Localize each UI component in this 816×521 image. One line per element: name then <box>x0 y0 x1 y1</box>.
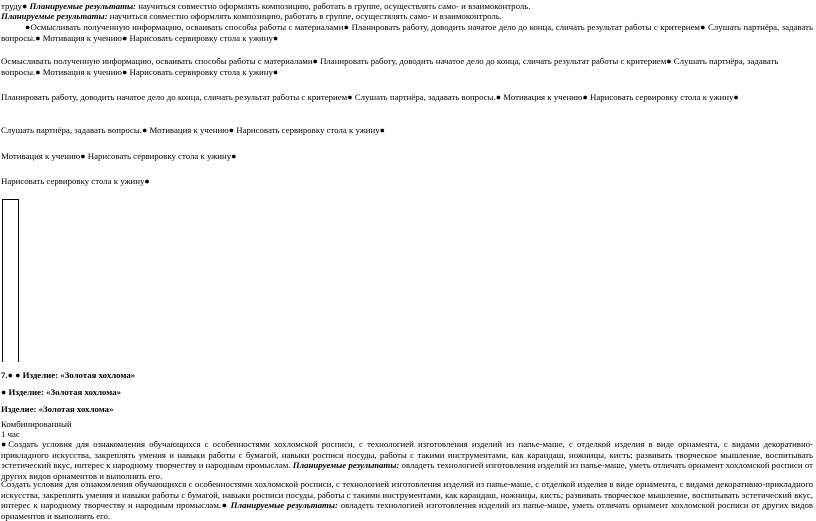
lesson-goal-1: ●Создать условия для ознакомления обучающихся с особенностями хохломской росписи, с технологией изготовления изделий из папье-маше, с отделкой изделия в виде орнамента, с видами декоративно-прикладного искусства, закреплять умения и навыки работы с бумагой, навыки росписи посуды, работы с такими инструментами, как карандаш, ножницы, кисть; развивать творческое мышление, воспитывать эстетический вкус, интерес к народному творчеству и народным промыслам. Планируемые результаты: овладеть технологией изготовления изделий из папье-маше, уметь отличать орнамент хохломской росписи от других видов орнаментов и выполнять его. <box>1 439 813 481</box>
table-frame <box>2 199 19 362</box>
planned-results-1: Планируемые результаты: научиться совместно оформлять композицию, работать в группе, осуществлять само- и взаимоконтроль. <box>1 11 502 21</box>
fragment-line-1: труду● Планируемые результаты: научиться совместно оформлять композицию, работать в группе, осуществлять само- и взаимоконтроль. <box>1 1 531 11</box>
lesson-goal-2: Создать условия для ознакомления обучающихся с особенностями хохломской росписи, с технологией изготовления изделий из папье-маше, с отделкой изделия в виде орнамента, с видами декоративно-прикладного искусства, закреплять умения и навыки работы с бумагой, навыки росписи посуды, работы с такими инструментами, как карандаш, ножницы, кисть; развивать творческое мышление, воспитывать эстетический вкус, интерес к народному творчеству и народным промыслам.● Планируемые результаты: овладеть технологией изготовления изделий из папье-маше, уметь отличать орнамент хохломской росписи от других видов орнаментов и выполнять его. <box>1 479 813 521</box>
paragraph-ud-3: Планировать работу, доводить начатое дело до конца, сличать результат работы с критерием● Слушать партнёра, задавать вопросы.● Мотивация к учению● Нарисовать сервировку стола к ужину● <box>1 92 739 102</box>
paragraph-ud-2: Осмысливать полученную информацию, осваивать способы работы с материалами● Планировать работу, доводить начатое дело до конца, сличать результат работы с критерием● Слушать партнёра, задавать вопросы.● Мотивация к учению● Нарисовать сервировку стола к ужину● <box>1 56 779 77</box>
item-heading-1: 7.● ● Изделие: «Золотая хохлома» <box>1 370 136 380</box>
paragraph-ud-1: ●Осмысливать полученную информацию, осваивать способы работы с материалами● Планировать работу, доводить начатое дело до конца, сличать результат работы с критерием● Слушать партнёра, задавать вопросы.● Мотивация к учению● Нарисовать сервировку стола к ужину● <box>1 22 813 43</box>
lesson-duration: 1 час <box>1 429 20 439</box>
paragraph-ud-5: Мотивация к учению● Нарисовать сервировку стола к ужину● <box>1 151 237 161</box>
paragraph-ud-6: Нарисовать сервировку стола к ужину● <box>1 176 150 186</box>
item-heading-3: Изделие: «Золотая хохлома» <box>1 404 114 414</box>
lesson-type: Комбинированный <box>1 419 72 429</box>
paragraph-ud-4: Слушать партнёра, задавать вопросы.● Мотивация к учению● Нарисовать сервировку стола к ужину● <box>1 125 385 135</box>
item-heading-2: ● Изделие: «Золотая хохлома» <box>1 387 121 397</box>
